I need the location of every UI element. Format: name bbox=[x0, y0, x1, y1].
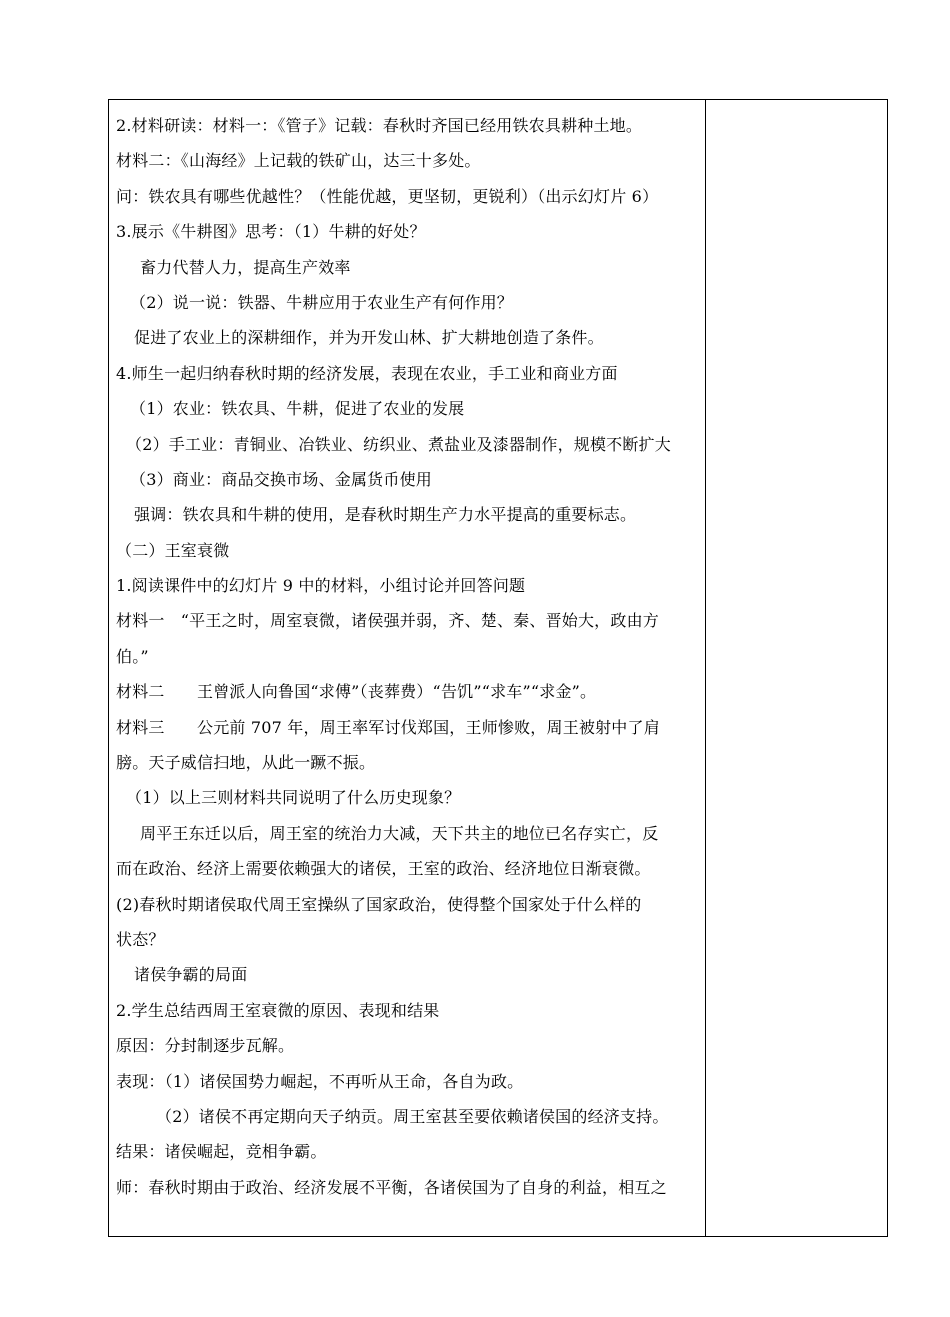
text-line: 材料一 “平王之时，周室衰微，诸侯强并弱，齐、楚、秦、晋始大，政由方 bbox=[116, 611, 659, 631]
text-line: 诸侯争霸的局面 bbox=[134, 965, 248, 985]
text-line: 膀。天子威信扫地，从此一蹶不振。 bbox=[116, 753, 376, 773]
text-line: 强调：铁农具和牛耕的使用，是春秋时期生产力水平提高的重要标志。 bbox=[134, 505, 637, 525]
text-line: 2.材料研读：材料一：《管子》记载：春秋时齐国已经用铁农具耕种土地。 bbox=[116, 116, 643, 135]
text-line: （2）说一说：铁器、牛耕应用于农业生产有何作用？ bbox=[130, 292, 513, 312]
content-cell bbox=[109, 100, 705, 1236]
text-line: （1）农业：铁农具、牛耕，促进了农业的发展 bbox=[130, 399, 465, 419]
text-line: 师：春秋时期由于政治、经济发展不平衡，各诸侯国为了自身的利益，相互之 bbox=[116, 1177, 667, 1197]
text-line: 问：铁农具有哪些优越性？（性能优越，更坚韧，更锐利）（出示幻灯片 6） bbox=[116, 186, 659, 206]
text-line: 材料三 公元前 707 年，周王率军讨伐郑国，王师惨败，周王被射中了肩 bbox=[116, 717, 660, 737]
notes-cell bbox=[706, 100, 888, 1236]
text-line: （3）商业：商品交换市场、金属货币使用 bbox=[130, 469, 432, 489]
lesson-table bbox=[108, 99, 888, 1237]
text-line: (2)春秋时期诸侯取代周王室操纵了国家政治，使得整个国家处于什么样的 bbox=[116, 894, 642, 914]
text-line: 表现：（1）诸侯国势力崛起，不再听从王命，各自为政。 bbox=[116, 1071, 524, 1091]
text-line: 材料二 王曾派人向鲁国“求傅”（丧葬费）“告饥”“求车”“求金”。 bbox=[116, 682, 597, 702]
text-line: 促进了农业上的深耕细作，并为开发山林、扩大耕地创造了条件。 bbox=[134, 328, 604, 348]
text-line: 原因：分封制逐步瓦解。 bbox=[116, 1036, 295, 1056]
text-line: 周平王东迁以后，周王室的统治力大减，天下共主的地位已名存实亡，反 bbox=[140, 823, 659, 843]
text-line: （1）以上三则材料共同说明了什么历史现象？ bbox=[126, 788, 461, 808]
text-line: 1.阅读课件中的幻灯片 9 中的材料，小组讨论并回答问题 bbox=[116, 576, 526, 596]
text-line: 而在政治、经济上需要依赖强大的诸侯，王室的政治、经济地位日渐衰微。 bbox=[116, 859, 651, 879]
text-line: （2）诸侯不再定期向天子纳贡。周王室甚至要依赖诸侯国的经济支持。 bbox=[156, 1106, 669, 1126]
text-line: （2）手工业：青铜业、冶铁业、纺织业、煮盐业及漆器制作，规模不断扩大 bbox=[126, 434, 671, 454]
text-line: 状态？ bbox=[116, 929, 165, 949]
text-line: 畜力代替人力，提高生产效率 bbox=[140, 257, 351, 277]
text-line: 材料二：《山海经》上记载的铁矿山，达三十多处。 bbox=[116, 151, 481, 171]
text-line: 结果：诸侯崛起，竞相争霸。 bbox=[116, 1142, 327, 1162]
text-line: 2.学生总结西周王室衰微的原因、表现和结果 bbox=[116, 1000, 440, 1020]
text-line: 伯。” bbox=[116, 646, 149, 666]
text-line: 3.展示《牛耕图》思考：（1）牛耕的好处？ bbox=[116, 222, 426, 242]
text-line: （二）王室衰微 bbox=[116, 540, 230, 560]
text-line: 4.师生一起归纳春秋时期的经济发展，表现在农业，手工业和商业方面 bbox=[116, 363, 618, 383]
